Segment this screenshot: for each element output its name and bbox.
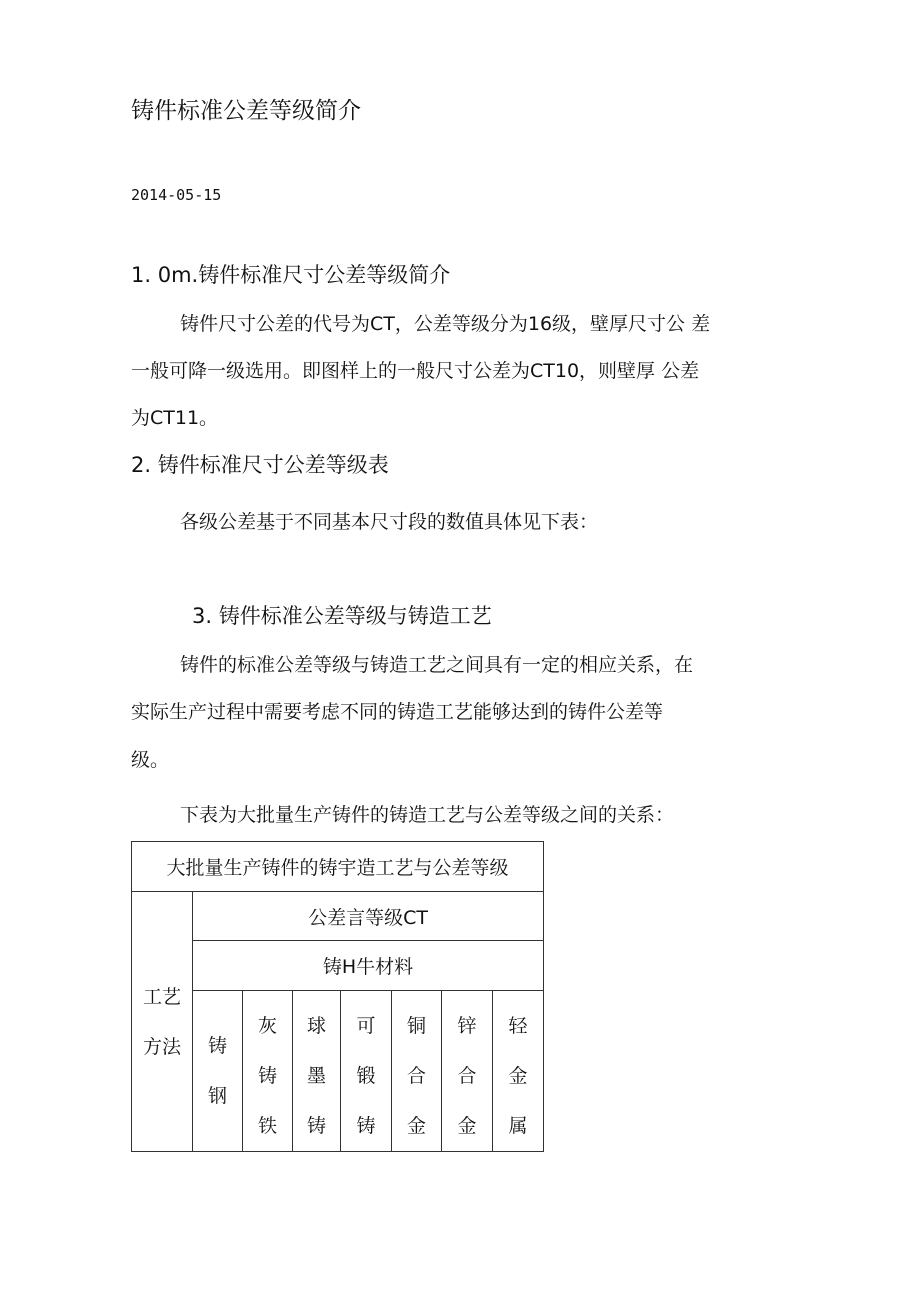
section-2-line-1: 各级公差基于不同基本尺寸段的数值具体见下表： bbox=[180, 511, 599, 533]
material-cast-steel: 铸 钢 bbox=[193, 991, 243, 1152]
section-3-line-1: 铸件的标准公差等级与铸造工艺之间具有一定的相应关系，在 bbox=[180, 654, 694, 676]
section-1-line-3: 为CT11。 bbox=[131, 407, 219, 429]
table-caption: 大批量生产铸件的铸宇造工艺与公差等级 bbox=[132, 842, 544, 892]
section-1-line-1: 铸件尺寸公差的代号为CT，公差等级分为16级，壁厚尺寸公 差 bbox=[180, 313, 711, 335]
section-3-line-2: 实际生产过程中需要考虑不同的铸造工艺能够达到的铸件公差等 bbox=[131, 701, 664, 723]
document-date: 2014-05-15 bbox=[131, 186, 222, 204]
section-1-heading: 1. 0m.铸件标准尺寸公差等级简介 bbox=[131, 263, 451, 287]
material-zinc-alloy: 锌 合 金 bbox=[442, 991, 493, 1152]
material-light-metal: 轻 金 属 bbox=[493, 991, 544, 1152]
process-label-line-2: 方法 bbox=[142, 1035, 181, 1058]
material-gray-iron: 灰 铸 铁 bbox=[243, 991, 293, 1152]
material-malleable-iron: 可 锻 铸 bbox=[341, 991, 392, 1152]
tolerance-grade-header: 公差言等级CT bbox=[193, 892, 544, 941]
material-copper-alloy: 铜 合 金 bbox=[392, 991, 442, 1152]
process-label-line-1: 工艺 bbox=[142, 985, 181, 1008]
process-tolerance-table bbox=[131, 841, 544, 1152]
material-ductile-iron: 球 墨 铸 bbox=[293, 991, 341, 1152]
document-title: 铸件标准公差等级简介 bbox=[131, 98, 361, 124]
section-3-line-4: 下表为大批量生产铸件的铸造工艺与公差等级之间的关系： bbox=[180, 804, 675, 826]
casting-material-header: 铸H牛材料 bbox=[193, 941, 544, 991]
process-method-header bbox=[132, 892, 193, 1152]
section-1-line-2: 一般可降一级选用。即图样上的一般尺寸公差为CT10，则壁厚 公差 bbox=[131, 360, 700, 382]
section-3-heading: 3. 铸件标准公差等级与铸造工艺 bbox=[192, 604, 492, 628]
section-2-heading: 2. 铸件标准尺寸公差等级表 bbox=[131, 453, 389, 477]
section-3-line-3: 级。 bbox=[131, 749, 170, 771]
